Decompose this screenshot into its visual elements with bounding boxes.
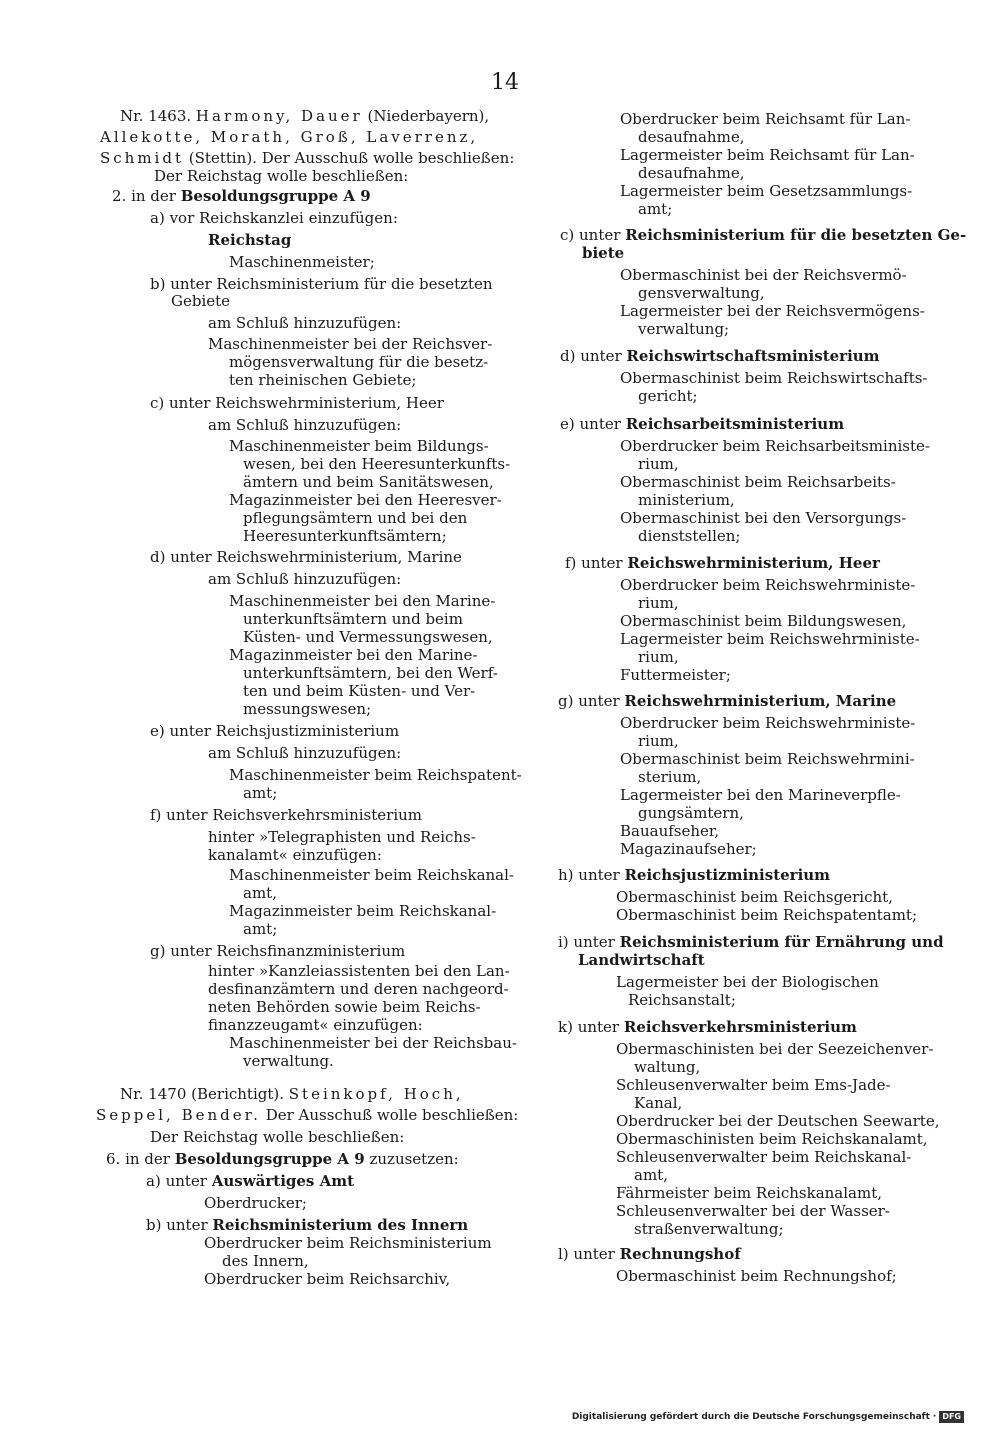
item-text: ministerium,	[638, 491, 735, 509]
item-prefix: c) unter	[560, 226, 621, 244]
item-text: am Schluß hinzuzufügen:	[208, 570, 402, 588]
item-prefix: a) unter	[146, 1172, 207, 1190]
heading-bold: Besoldungsgruppe A 9	[180, 187, 371, 205]
item-text: Heeresunterkunftsämtern;	[243, 527, 447, 545]
item-text: Oberdrucker bei der Deutschen Seewarte,	[616, 1112, 940, 1130]
item-text: Oberdrucker beim Reichsamt für Lan-	[620, 110, 911, 128]
motion-1470-header-line	[120, 107, 489, 125]
item-text: Lagermeister beim Reichsamt für Lan-	[620, 146, 915, 164]
motion-signers: Seppel, Bender.	[96, 1106, 261, 1124]
item-text: Magazinmeister bei den Marine-	[229, 646, 478, 664]
motion-signers: Steinkopf, Hoch,	[288, 1085, 464, 1103]
item-text: Oberdrucker;	[204, 1194, 307, 1212]
item-text: Maschinenmeister beim Reichskanal-	[229, 866, 514, 884]
item-text: sterium,	[638, 768, 702, 786]
item-bold: Auswärtiges Amt	[211, 1172, 355, 1190]
motion-signer: Schmidt	[100, 149, 184, 167]
motion-number: Nr. 1463.	[120, 107, 192, 125]
item-text: gensverwaltung,	[638, 284, 765, 302]
item-text: g) unter Reichsfinanzministerium	[150, 942, 406, 960]
item-bold: Reichswehrministerium, Heer	[627, 554, 880, 572]
heading-suffix: zuzusetzen:	[369, 1150, 459, 1168]
item-text: Obermaschinist beim Reichsgericht,	[616, 888, 893, 906]
item-text: Magazinmeister bei den Heeresver-	[229, 491, 502, 509]
item-text: finanzzeugamt« einzufügen:	[208, 1016, 423, 1034]
item-prefix: d) unter	[560, 347, 622, 365]
item-text: Obermaschinist beim Reichswirtschafts-	[620, 369, 928, 387]
item-text: Obermaschinist bei der Reichsvermö-	[620, 266, 907, 284]
item-text: kanalamt« einzufügen:	[208, 846, 382, 864]
item-bold: Reichsministerium für die besetzten Ge-	[625, 226, 967, 244]
item-text: rium,	[638, 455, 679, 473]
item-text: waltung,	[634, 1058, 701, 1076]
item-text: wesen, bei den Heeresunterkunfts-	[243, 455, 511, 473]
item-text: Maschinenmeister bei der Reichsver-	[208, 335, 493, 353]
item-text: Kanal,	[634, 1094, 683, 1112]
item-text: desaufnahme,	[638, 164, 745, 182]
item-text: Obermaschinist beim Reichsarbeits-	[620, 473, 896, 491]
item-text: e) unter Reichsjustizministerium	[150, 722, 400, 740]
item-heading	[558, 1245, 741, 1263]
heading-prefix: 6. in der	[106, 1150, 170, 1168]
item-heading	[560, 347, 880, 365]
item-bold: Reichsjustizministerium	[624, 866, 831, 884]
item-heading	[558, 866, 830, 884]
item-text: Magazinmeister beim Reichskanal-	[229, 902, 497, 920]
item-text: Futtermeister;	[620, 666, 731, 684]
item-text: Schleusenverwalter beim Reichskanal-	[616, 1148, 912, 1166]
item-prefix: l) unter	[558, 1245, 615, 1263]
motion-number: Nr. 1470	[120, 1085, 187, 1103]
item-heading	[565, 554, 880, 572]
item-bold: Reichstag	[208, 231, 292, 249]
item-bold: Reichsministerium für Ernährung und	[619, 933, 944, 951]
item-text: d) unter Reichswehrministerium, Marine	[150, 548, 462, 566]
motion-region: (Niederbayern),	[367, 107, 490, 125]
item-text: am Schluß hinzuzufügen:	[208, 314, 402, 332]
item-text: Maschinenmeister bei den Marine-	[229, 592, 496, 610]
motion-intro: Der Ausschuß wolle beschließen:	[265, 1106, 519, 1124]
item-prefix: k) unter	[558, 1018, 620, 1036]
item-heading	[560, 226, 966, 244]
item-text: Schleusenverwalter bei der Wasser-	[616, 1202, 890, 1220]
item-prefix: b) unter	[146, 1216, 208, 1234]
funding-note: Digitalisierung gefördert durch die Deutsche Forschungsgemeinschaft	[571, 1412, 930, 1422]
item-bold: Reichsarbeitsministerium	[625, 415, 845, 433]
item-bold: Reichswirtschaftsministerium	[626, 347, 880, 365]
item-text: Lagermeister beim Reichswehrministe-	[620, 630, 920, 648]
motion-signers: Harmony, Dauer	[195, 107, 363, 125]
item-text: Reichsanstalt;	[628, 991, 736, 1009]
item-text: dienststellen;	[638, 527, 741, 545]
item-bold: Landwirtschaft	[578, 951, 705, 969]
item-text: messungswesen;	[243, 700, 372, 718]
item-heading	[558, 1018, 857, 1036]
item-text: am Schluß hinzuzufügen:	[208, 416, 402, 434]
item-text: Schleusenverwalter beim Ems-Jade-	[616, 1076, 891, 1094]
item-heading	[560, 415, 844, 433]
item-text: Obermaschinist beim Reichspatentamt;	[616, 906, 918, 924]
motion-1470-header-line	[120, 1085, 464, 1103]
item-heading	[146, 1216, 468, 1234]
item-text: ämtern und beim Sanitätswesen,	[243, 473, 494, 491]
item-text: Magazinaufseher;	[620, 840, 757, 858]
item-text: amt,	[243, 884, 277, 902]
item-text: mögensverwaltung für die besetz-	[229, 353, 489, 371]
item-text: amt;	[243, 784, 278, 802]
item-text: pflegungsämtern und bei den	[243, 509, 468, 527]
item-text: desfinanzämtern und deren nachgeord-	[208, 980, 509, 998]
item-text: b) unter Reichsministerium für die besetzten	[150, 275, 493, 293]
item-text: Obermaschinisten beim Reichskanalamt,	[616, 1130, 928, 1148]
motion-signers-line: Allekotte, Morath, Groß, Laverrenz,	[100, 128, 479, 146]
item-text: rium,	[638, 648, 679, 666]
item-text: Küsten- und Vermessungswesen,	[243, 628, 493, 646]
item-text: verwaltung.	[243, 1052, 334, 1070]
page-number: 14	[491, 70, 519, 95]
reichstag-resolution: Der Reichstag wolle beschließen:	[154, 167, 409, 185]
item-text: hinter »Telegraphisten und Reichs-	[208, 828, 476, 846]
item-text: Gebiete	[171, 292, 231, 310]
item-prefix: g) unter	[558, 692, 620, 710]
besoldungsgruppe-heading	[112, 187, 371, 205]
item-text: Lagermeister bei den Marineverpfle-	[620, 786, 901, 804]
item-text: ten und beim Küsten- und Ver-	[243, 682, 476, 700]
item-text: ten rheinischen Gebiete;	[229, 371, 417, 389]
heading-prefix: 2. in der	[112, 187, 176, 205]
item-text: Obermaschinist bei den Versorgungs-	[620, 509, 907, 527]
item-text: verwaltung;	[638, 320, 730, 338]
item-prefix: i) unter	[558, 933, 615, 951]
item-text: amt;	[638, 200, 673, 218]
item-text: straßenverwaltung;	[634, 1220, 784, 1238]
reichstag-resolution: Der Reichstag wolle beschließen:	[150, 1128, 405, 1146]
motion-signers-line	[96, 1106, 518, 1124]
motion-note: (Berichtigt).	[191, 1085, 284, 1103]
item-text: amt,	[634, 1166, 668, 1184]
item-prefix: e) unter	[560, 415, 621, 433]
item-text: Oberdrucker beim Reichsministerium	[204, 1234, 492, 1252]
item-text: unterkunftsämtern, bei den Werf-	[243, 664, 498, 682]
item-text: amt;	[243, 920, 278, 938]
item-text: Maschinenmeister bei der Reichsbau-	[229, 1034, 517, 1052]
item-text: Maschinenmeister beim Reichspatent-	[229, 766, 522, 784]
item-prefix: h) unter	[558, 866, 620, 884]
dfg-logo: DFG	[939, 1411, 964, 1423]
item-text: Maschinenmeister beim Bildungs-	[229, 437, 489, 455]
item-text: unterkunftsämtern und beim	[243, 610, 463, 628]
item-text: Lagermeister beim Gesetzsammlungs-	[620, 182, 913, 200]
item-text: Fährmeister beim Reichskanalamt,	[616, 1184, 882, 1202]
item-heading	[146, 1172, 354, 1190]
item-text: Obermaschinist beim Bildungswesen,	[620, 612, 907, 630]
bullet-separator: ·	[932, 1412, 937, 1422]
item-text: hinter »Kanzleiassistenten bei den Lan-	[208, 962, 510, 980]
item-text: Oberdrucker beim Reichsarchiv,	[204, 1270, 451, 1288]
item-text: rium,	[638, 732, 679, 750]
item-text: am Schluß hinzuzufügen:	[208, 744, 402, 762]
item-bold: Rechnungshof	[619, 1245, 741, 1263]
item-text: f) unter Reichsverkehrsministerium	[150, 806, 423, 824]
item-text: Obermaschinisten bei der Seezeichenver-	[616, 1040, 934, 1058]
item-text: gungsämtern,	[638, 804, 744, 822]
item-bold: Reichsministerium des Innern	[212, 1216, 469, 1234]
item-bold: biete	[582, 244, 625, 262]
motion-intro: (Stettin). Der Ausschuß wolle beschließen:	[188, 149, 515, 167]
heading-bold: Besoldungsgruppe A 9	[174, 1150, 365, 1168]
item-bold: Reichsverkehrsministerium	[623, 1018, 857, 1036]
item-text: gericht;	[638, 387, 698, 405]
item-text: c) unter Reichswehrministerium, Heer	[150, 394, 444, 412]
item-text: Obermaschinist beim Reichswehrmini-	[620, 750, 915, 768]
item-text: Lagermeister bei der Reichsvermögens-	[620, 302, 925, 320]
item-text: Bauaufseher,	[620, 822, 720, 840]
item-text: des Innern,	[222, 1252, 309, 1270]
item-heading	[558, 933, 944, 951]
besoldungsgruppe-heading	[106, 1150, 459, 1168]
item-text: Obermaschinist beim Rechnungshof;	[616, 1267, 897, 1285]
item-bold: Reichswehrministerium, Marine	[624, 692, 897, 710]
item-text: rium,	[638, 594, 679, 612]
item-heading	[558, 692, 896, 710]
item-text: Oberdrucker beim Reichswehrministe-	[620, 714, 916, 732]
item-text: Oberdrucker beim Reichsarbeitsministe-	[620, 437, 930, 455]
motion-signers-line	[100, 149, 514, 167]
item-text: desaufnahme,	[638, 128, 745, 146]
item-text: Maschinenmeister;	[229, 253, 375, 271]
item-prefix: f) unter	[565, 554, 623, 572]
item-text: Lagermeister bei der Biologischen	[616, 973, 879, 991]
item-text: a) vor Reichskanzlei einzufügen:	[150, 209, 398, 227]
item-text: neten Behörden sowie beim Reichs-	[208, 998, 481, 1016]
dfg-funding-footer	[572, 1411, 964, 1423]
item-text: Oberdrucker beim Reichswehrministe-	[620, 576, 916, 594]
